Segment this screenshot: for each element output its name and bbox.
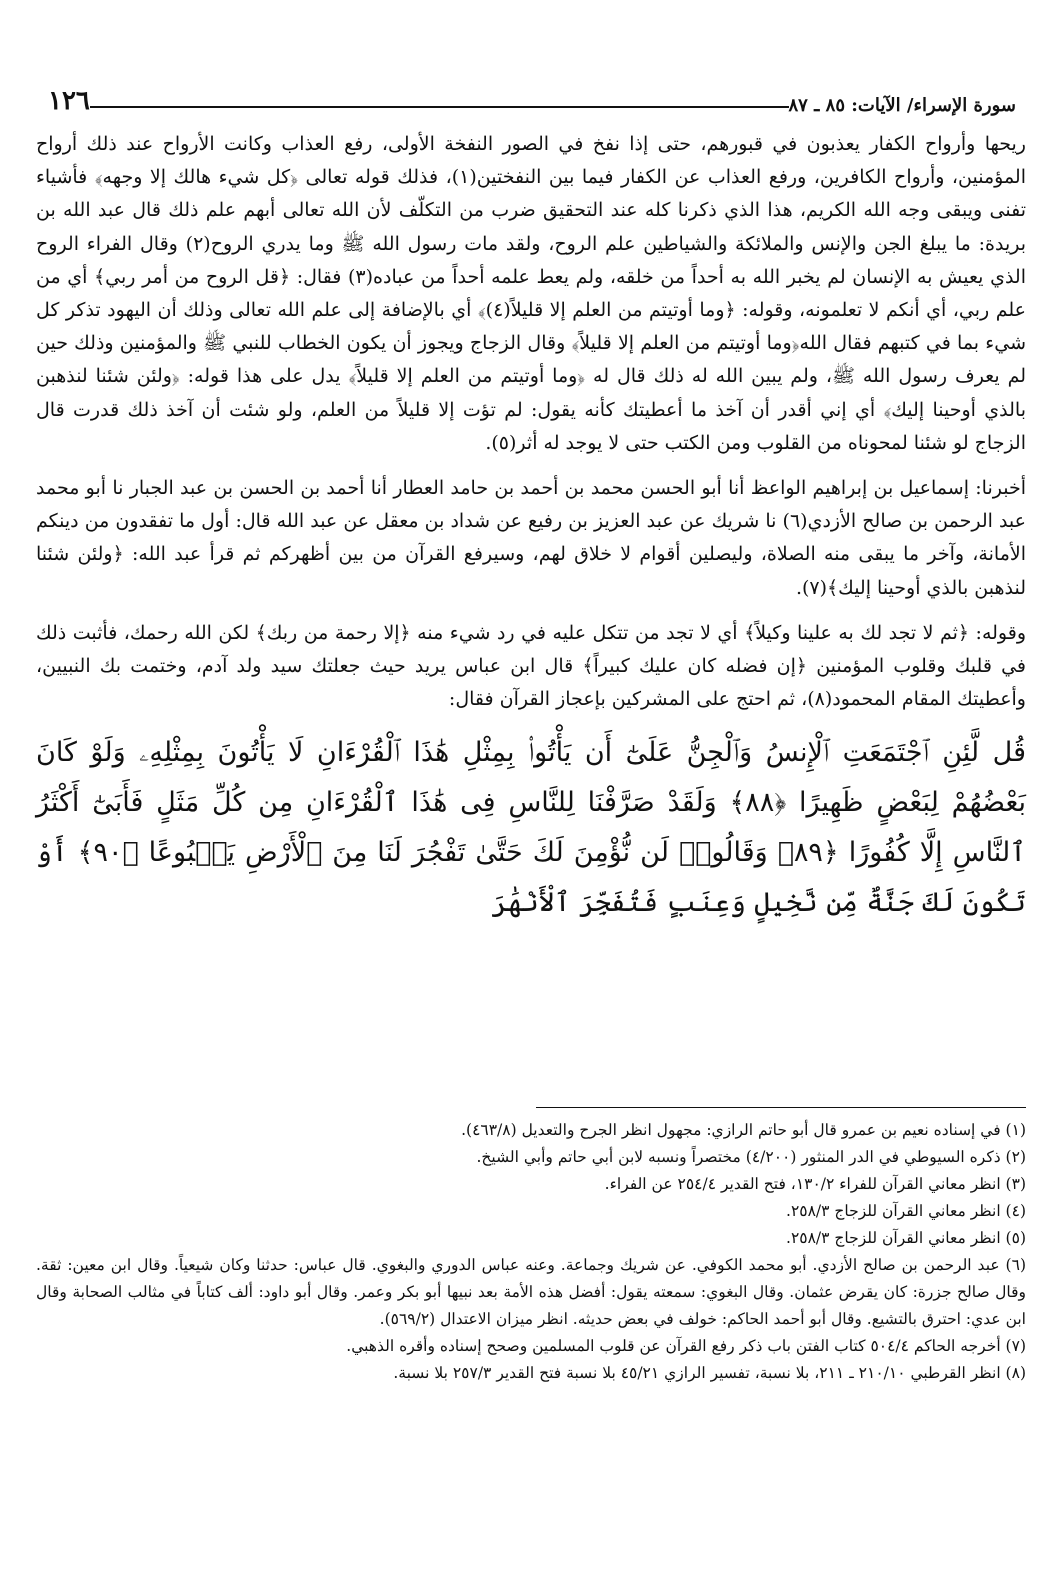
footnotes bbox=[36, 1117, 1026, 1387]
paragraph-narration: أخبرنا: إسماعيل بن إبراهيم الواعظ أنا أبو الحسن محمد بن أحمد بن حامد العطار أنا أحمد بن الحسن بن عبد الجبار نا أبو محمد عبد الرحمن بن صالح الأزدي(٦) نا شريك عن عبد العزيز بن رفيع عن شداد بن معقل عن عبد الله قال: أول ما تفقدون من دينكم الأمانة، وآخر ما يبقى منه الصلاة، وليصلين أقوام لا خلاق لهم، وسيرفع القرآن من بين أظهركم ثم قرأ عبد الله: ﴿ولئن شئنا لنذهبن بالذي أوحينا إليك﴾(٧). bbox=[36, 477, 1026, 599]
footnote: (٤) انظر معاني القرآن للزجاج ٢٥٨/٣. bbox=[786, 1202, 1026, 1220]
paragraph-commentary: ريحها وأرواح الكفار يعذبون في قبورهم، حتى إذا نفخ في الصور النفخة الأولى، رفع العذاب وكانت الأرواح عند ذلك أرواح المؤمنين، وأرواح الكافرين، ورفع العذاب عن الكفار فيما بين النفختين(١)، فذلك قوله تعالى ﴿كل شيء هالك إلا وجهه﴾ فأشياء تفنى ويبقى وجه الله الكريم، هذا الذي ذكرنا كله عند التحقيق ضرب من التكلّف لأن الله تعالى أبهم علم ذلك قال عبد الله بن بريدة: ما يبلغ الجن والإنس والملائكة والشياطين علم الروح، ولقد مات رسول الله ﷺ وما يدري الروح(٢) وقال الفراء الروح الذي يعيش به الإنسان لم يخبر الله به أحداً من خلقه، ولم يعط علمه أحداً من عباده(٣) فقال: ﴿قل الروح من أمر ربي﴾ أي من علم ربي، أي أنكم لا تعلمونه، وقوله: ﴿وما أوتيتم من العلم إلا قليلاً(٤)﴾ أي بالإضافة إلى علم الله تعالى وذلك أن اليهود تذكر كل شيء بما في كتبهم فقال الله﴿وما أوتيتم من العلم إلا قليلاً﴾ وقال الزجاج ويجوز أن يكون الخطاب للنبي ﷺ والمؤمنين وذلك حين لم يعرف رسول الله ﷺ، ولم يبين الله له ذلك قال له ﴿وما أوتيتم من العلم إلا قليلاً﴾ يدل على هذا قوله: ﴿ولئن شئنا لنذهبن بالذي أوحينا إليك﴾ أي إني أقدر أن آخذ ما أعطيتك كأنه يقول: لم تؤت إلا قليلاً من العلم، ولو شئت أن آخذ ذلك قدرت قال الزجاج لو شئنا لمحوناه من القلوب ومن الكتب حتى لا يوجد له أثر(٥). bbox=[36, 133, 1027, 454]
running-title: سورة الإسراء/ الآيات: ٨٥ ـ ٨٧ bbox=[788, 95, 1016, 116]
footnote: (١) في إسناده نعيم بن عمرو قال أبو حاتم الرازي: مجهول انظر الجرح والتعديل (٤٦٣/٨). bbox=[461, 1121, 1026, 1139]
quran-verses: قُل لَّئِنِ ٱجْتَمَعَتِ ٱلْإِنسُ وَٱلْجِنُّ عَلَىٰٓ أَن يَأْتُوا۟ بِمِثْلِ هَٰذَا ٱلْقُرْءَانِ لَا يَأْتُونَ بِمِثْلِهِۦ وَلَوْ كَانَ بَعْضُهُمْ لِبَعْضٍ ظَهِيرًا ﴿٨٨﴾ وَلَقَدْ صَرَّفْنَا لِلنَّاسِ فِى هَٰذَا ٱلْقُرْءَانِ مِن كُلِّ مَثَلٍ فَأَبَىٰٓ أَكْثَرُ ٱلنَّاسِ إِلَّا كُفُورًا ﴿٨٩﴾ وَقَالُوا۟ لَن نُّؤْمِنَ لَكَ حَتَّىٰ تَفْجُرَ لَنَا مِنَ ٱلْأَرْضِ يَنۢبُوعًا ﴿٩٠﴾ أَوْ تَكُونَ لَكَ جَنَّةٌ مِّن نَّخِيلٍ وَعِنَبٍ فَتُفَجِّرَ ٱلْأَنْهَٰرَ bbox=[36, 737, 1027, 919]
page-header bbox=[36, 82, 1026, 116]
paragraph-commentary-2: وقوله: ﴿ثم لا تجد لك به علينا وكيلاً﴾ أي لا تجد من تتكل عليه في رد شيء منه ﴿إلا رحمة من ربك﴾ لكن الله رحمك، فأثبت ذلك في قلبك وقلوب المؤمنين ﴿إن فضله كان عليك كبيراً﴾ قال ابن عباس يريد حيث جعلتك سيد ولد آدم، وختمت بك النبيين، وأعطيتك المقام المحمود(٨)، ثم احتج على المشركين بإعجاز القرآن فقال: bbox=[36, 621, 1026, 711]
footnote: (٢) ذكره السيوطي في الدر المنثور (٤/٢٠٠) مختصراً ونسبه لابن أبي حاتم وأبي الشيخ. bbox=[476, 1148, 1026, 1166]
page-number: ١٢٦ bbox=[48, 86, 90, 116]
footnote: (٦) عبد الرحمن بن صالح الأزدي. أبو محمد الكوفي. عن شريك وجماعة. وعنه عباس الدوري والبغوي. قال عباس: حدثنا وكان شيعياً. وقال ابن معين: ثقة. وقال صالح جزرة: كان يقرض عثمان. وقال البغوي: سمعته يقول: أفضل هذه الأمة بعد نبيها أبو بكر وعمر. وقال أبو داود: ألف كتاباً في مثالب الصحابة وقال ابن عدي: احترق بالتشيع. وقال أبو أحمد الحاكم: خولف في بعض حديثه. انظر ميزان الاعتدال (٥٦٩/٢). bbox=[36, 1256, 1026, 1328]
footnote: (٧) أخرجه الحاكم ٥٠٤/٤ كتاب الفتن باب ذكر رفع القرآن عن قلوب المسلمين وصحح إسناده وأقره الذهبي. bbox=[346, 1337, 1026, 1355]
main-text bbox=[36, 128, 1026, 940]
footnote: (٥) انظر معاني القرآن للزجاج ٢٥٨/٣. bbox=[786, 1229, 1026, 1247]
header-rule bbox=[90, 106, 789, 108]
footnote: (٣) انظر معاني القرآن للفراء ١٣٠/٢، فتح القدير ٢٥٤/٤ عن الفراء. bbox=[604, 1175, 1026, 1193]
footnote-divider bbox=[536, 1107, 1026, 1108]
footnote: (٨) انظر القرطبي ٢١٠/١٠ ـ ٢١١، بلا نسبة، تفسير الرازي ٤٥/٢١ بلا نسبة فتح القدير ٢٥٧/٣ بلا نسبة. bbox=[393, 1364, 1026, 1382]
